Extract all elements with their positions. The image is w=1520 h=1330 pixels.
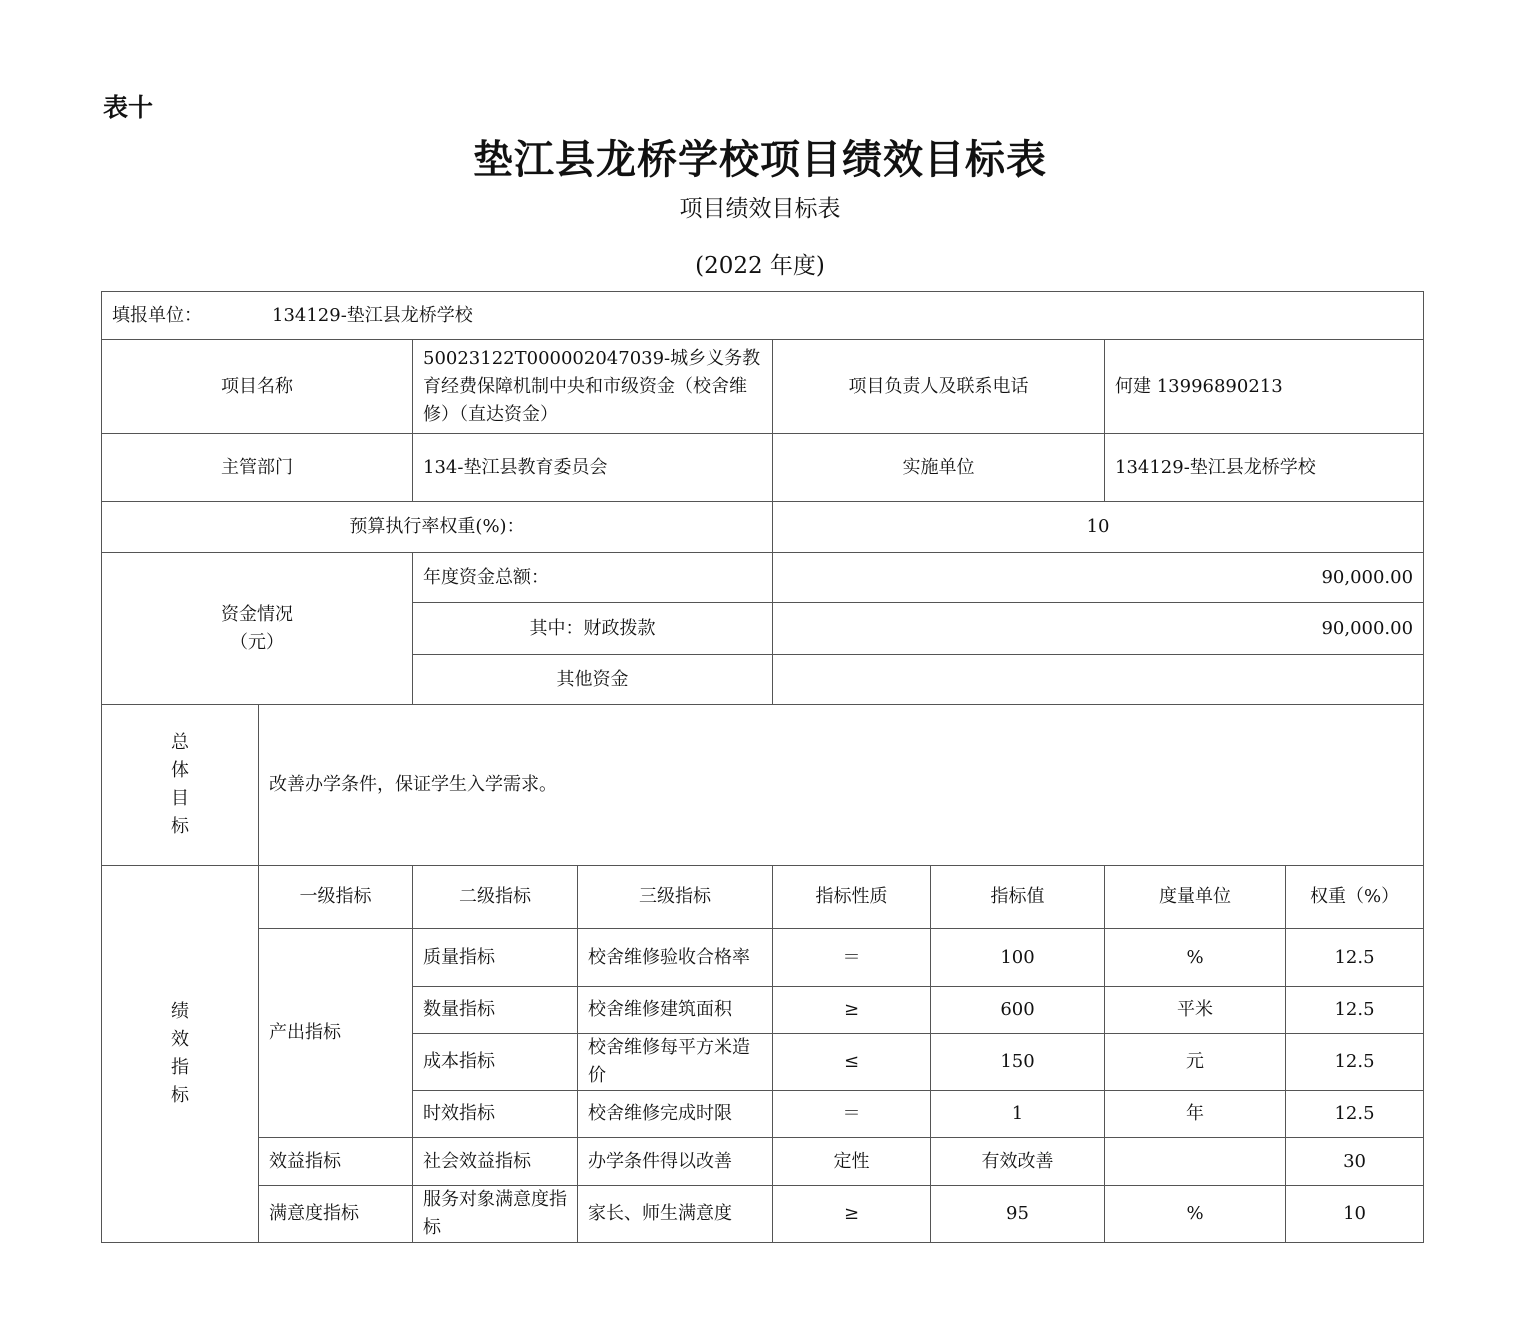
budget-weight-label: 预算执行率权重(%)： <box>102 502 773 553</box>
overall-goal-text: 改善办学条件，保证学生入学需求。 <box>259 705 1424 866</box>
benefit-indicator-label: 效益指标 <box>259 1138 413 1186</box>
project-name-label: 项目名称 <box>102 340 413 434</box>
funds-other-label: 其他资金 <box>413 655 773 705</box>
table-row <box>102 929 1424 987</box>
unit-cell: % <box>1105 1186 1286 1243</box>
value-cell: 150 <box>931 1034 1105 1091</box>
budget-weight-row <box>102 502 1424 553</box>
budget-weight-value: 10 <box>773 502 1424 553</box>
table-row <box>102 1186 1424 1243</box>
weight-cell: 12.5 <box>1286 1034 1424 1091</box>
indicator-header-row <box>102 866 1424 929</box>
unit-cell: 元 <box>1105 1034 1286 1091</box>
department-row <box>102 434 1424 502</box>
funds-total-label: 年度资金总额： <box>413 553 773 603</box>
unit-cell: % <box>1105 929 1286 987</box>
value-cell: 1 <box>931 1091 1105 1138</box>
column-header: 权重（%） <box>1286 866 1424 929</box>
overall-goal-label-char: 目 <box>171 788 189 809</box>
column-header: 三级指标 <box>578 866 773 929</box>
output-indicator-label: 产出指标 <box>259 929 413 1138</box>
nature-cell: ＝ <box>773 1091 931 1138</box>
nature-cell: ≤ <box>773 1034 931 1091</box>
unit-row <box>102 292 1424 340</box>
indicators-label-char: 绩 <box>171 1001 189 1022</box>
unit-cell: 年 <box>1105 1091 1286 1138</box>
unit-cell: 平米 <box>1105 987 1286 1034</box>
value-cell: 有效改善 <box>931 1138 1105 1186</box>
page-subtitle: 项目绩效目标表 <box>679 196 841 222</box>
weight-cell: 10 <box>1286 1186 1424 1243</box>
column-header: 度量单位 <box>1105 866 1286 929</box>
implementing-unit-value: 134129-垫江县龙桥学校 <box>1105 434 1424 502</box>
weight-cell: 30 <box>1286 1138 1424 1186</box>
overall-goal-label-char: 总 <box>171 732 189 753</box>
funds-fiscal-value: 90,000.00 <box>773 603 1424 655</box>
funds-fiscal-label: 其中：财政拨款 <box>413 603 773 655</box>
year-label: (2022 年度) <box>695 253 825 279</box>
department-label: 主管部门 <box>102 434 413 502</box>
department-value: 134-垫江县教育委员会 <box>413 434 773 502</box>
funds-label-line1: 资金情况 <box>221 603 293 625</box>
indicators-label-char: 效 <box>171 1029 189 1050</box>
level2-cell: 质量指标 <box>413 929 578 987</box>
level3-cell: 校舍维修建筑面积 <box>578 987 773 1034</box>
funds-label-line2: （元） <box>230 631 284 653</box>
level3-cell: 校舍维修每平方米造价 <box>578 1034 773 1091</box>
value-cell: 100 <box>931 929 1105 987</box>
reporting-unit-cell <box>102 292 1424 340</box>
nature-cell: ≥ <box>773 987 931 1034</box>
level3-cell: 校舍维修验收合格率 <box>578 929 773 987</box>
page-title: 垫江县龙桥学校项目绩效目标表 <box>473 136 1047 183</box>
level2-cell: 服务对象满意度指标 <box>413 1186 578 1243</box>
column-header: 一级指标 <box>259 866 413 929</box>
funds-total-value: 90,000.00 <box>773 553 1424 603</box>
overall-goal-label-char: 标 <box>171 816 189 837</box>
reporting-unit-value: 134129-垫江县龙桥学校 <box>272 304 473 326</box>
value-cell: 95 <box>931 1186 1105 1243</box>
column-header: 二级指标 <box>413 866 578 929</box>
overall-goal-row <box>102 705 1424 866</box>
level3-cell: 家长、师生满意度 <box>578 1186 773 1243</box>
value-cell: 600 <box>931 987 1105 1034</box>
indicators-label-char: 标 <box>171 1085 189 1106</box>
table-row <box>102 1138 1424 1186</box>
weight-cell: 12.5 <box>1286 987 1424 1034</box>
level2-cell: 时效指标 <box>413 1091 578 1138</box>
funds-label <box>102 553 413 705</box>
weight-cell: 12.5 <box>1286 1091 1424 1138</box>
weight-cell: 12.5 <box>1286 929 1424 987</box>
funds-total-row <box>102 553 1424 603</box>
level3-cell: 办学条件得以改善 <box>578 1138 773 1186</box>
document-label: 表十 <box>103 93 154 122</box>
level3-cell: 校舍维修完成时限 <box>578 1091 773 1138</box>
satisfaction-indicator-label: 满意度指标 <box>259 1186 413 1243</box>
project-contact-value: 何建 13996890213 <box>1105 340 1424 434</box>
level2-cell: 社会效益指标 <box>413 1138 578 1186</box>
unit-cell <box>1105 1138 1286 1186</box>
column-header: 指标性质 <box>773 866 931 929</box>
indicators-label-char: 指 <box>171 1057 189 1078</box>
project-row <box>102 340 1424 434</box>
implementing-unit-label: 实施单位 <box>773 434 1105 502</box>
nature-cell: ＝ <box>773 929 931 987</box>
column-header: 指标值 <box>931 866 1105 929</box>
level2-cell: 成本指标 <box>413 1034 578 1091</box>
funds-other-value <box>773 655 1424 705</box>
performance-target-table <box>101 291 1424 1243</box>
indicators-label <box>102 866 259 1243</box>
nature-cell: ≥ <box>773 1186 931 1243</box>
overall-goal-label <box>102 705 259 866</box>
project-name-value: 50023122T000002047039-城乡义务教育经费保障机制中央和市级资金（校舍维修）（直达资金） <box>413 340 773 434</box>
overall-goal-label-char: 体 <box>171 760 189 781</box>
level2-cell: 数量指标 <box>413 987 578 1034</box>
reporting-unit-label: 填报单位： <box>112 304 202 326</box>
nature-cell: 定性 <box>773 1138 931 1186</box>
project-contact-label: 项目负责人及联系电话 <box>773 340 1105 434</box>
